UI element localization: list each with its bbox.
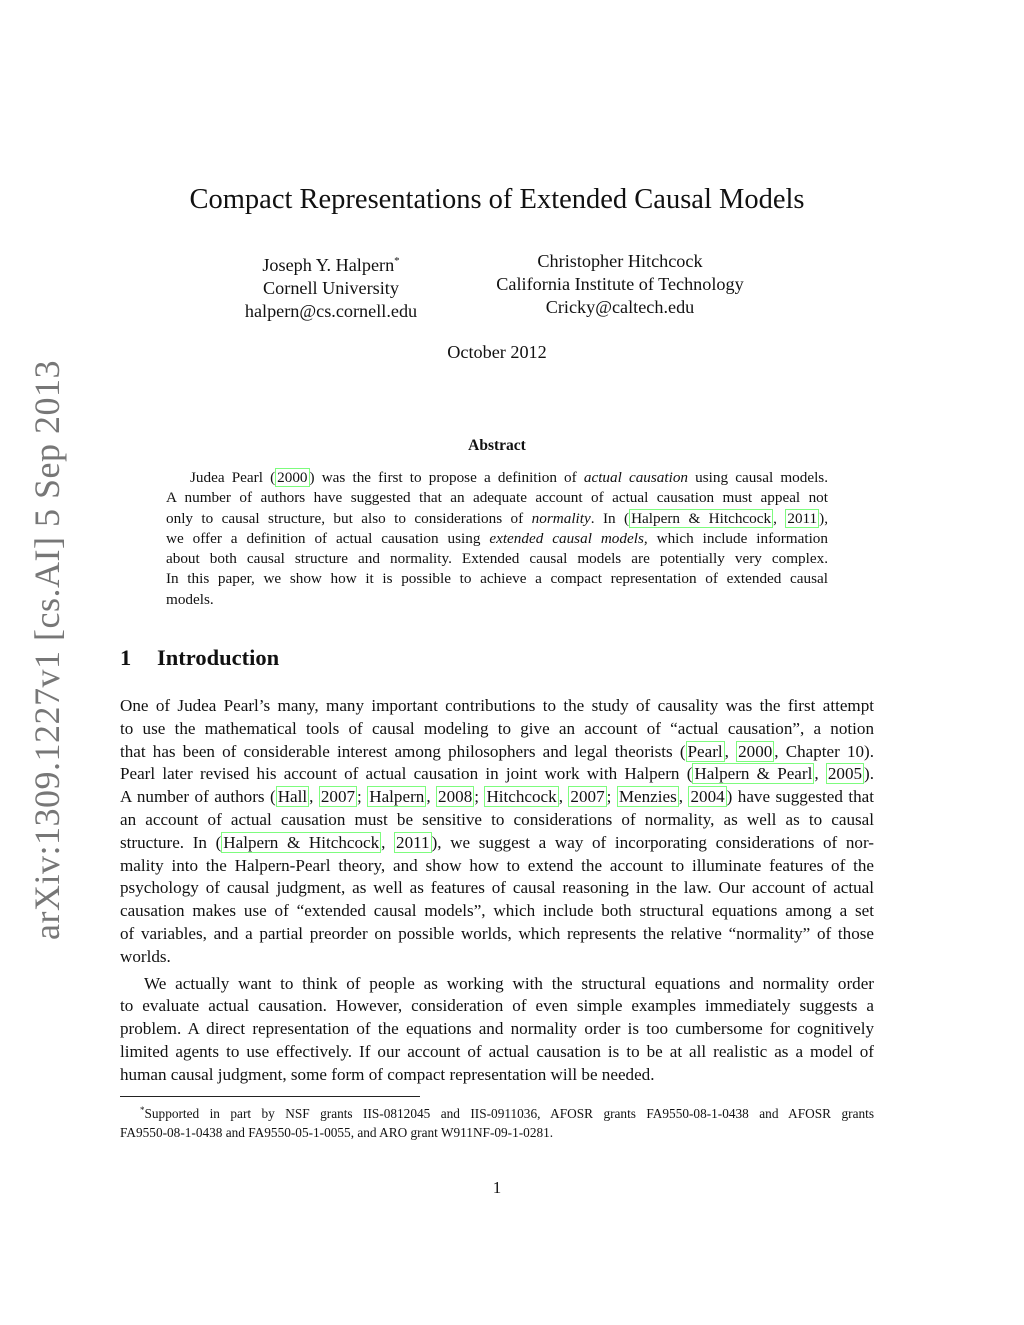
- citation-link[interactable]: 2011: [787, 509, 818, 527]
- page-number: 1: [492, 1178, 502, 1197]
- text-line: *Supported in part by NSF grants IIS-0812045 and IIS-0911036, AFOSR grants FA9550-08-1-0438 and AFOSR grants: [140, 1105, 874, 1121]
- text-line: that has been of considerable interest among philosophers and legal theorists ( Pearl , 2000 , Chapter 10).: [120, 741, 875, 761]
- footnote: [120, 1101, 874, 1143]
- author-block-2: [470, 250, 770, 320]
- italic-term: extended causal models: [489, 529, 644, 547]
- section-title: Introduction: [157, 645, 280, 670]
- paragraph: [120, 695, 874, 969]
- body-text: [120, 695, 874, 1087]
- text-line: worlds.: [120, 946, 171, 966]
- text-line: A number of authors have suggested that an adequate account of actual causation must appeal not: [166, 489, 828, 507]
- citation-link[interactable]: Halpern & Pearl: [694, 764, 813, 784]
- text-line: human causal judgment, some form of compact representation will be needed.: [120, 1064, 655, 1084]
- author-email: Cricky@caltech.edu: [545, 297, 695, 318]
- text-line: mality into the Halpern-Pearl theory, and show how to extend the account to illuminate features of the: [120, 855, 874, 875]
- text-line: limited agents to use effectively. If our account of actual causation is to be at all realistic as a model of: [120, 1041, 874, 1061]
- citation-link[interactable]: Hitchcock: [486, 787, 557, 807]
- paragraph: [120, 973, 874, 1087]
- abstract-body: [166, 468, 828, 610]
- italic-term: normality: [531, 509, 591, 527]
- text-line: FA9550-08-1-0438 and FA9550-05-1-0055, and ARO grant W911NF-09-1-0281.: [120, 1124, 554, 1140]
- text-line: only to causal structure, but also to considerations of normality. In ( Halpern & Hitchcock , 2011 ),: [166, 509, 829, 527]
- italic-term: actual causation: [583, 469, 689, 486]
- text-line: One of Judea Pearl’s many, many important contributions to the study of causality was the first attempt: [120, 696, 874, 715]
- section-heading: [120, 645, 279, 671]
- text-line: structure. In ( Halpern & Hitchcock , 2011 ), we suggest a way of incorporating considerations of nor-: [120, 832, 874, 852]
- citation-link[interactable]: 2007: [570, 787, 605, 807]
- text-line: Judea Pearl ( 2000 ) was the first to propose a definition of actual causation using causal models.: [190, 469, 828, 486]
- citation-link[interactable]: 2000: [738, 741, 773, 761]
- author-name: Christopher Hitchcock: [537, 251, 703, 271]
- abstract-heading: Abstract: [468, 437, 526, 454]
- author-block-1: [200, 250, 462, 324]
- text-line: In this paper, we show how it is possible to achieve a compact representation of extended causal: [166, 570, 828, 588]
- text-line: to evaluate actual causation. However, consideration of even simple examples immediately suggests a: [120, 996, 874, 1016]
- text-line: an account of actual causation must be sensitive to considerations of normality, as well as to causal: [120, 809, 874, 829]
- text-line: causation makes use of “extended causal models”, which include both structural equations among a set: [120, 901, 874, 921]
- citation-link[interactable]: Halpern & Hitchcock: [631, 509, 772, 527]
- citation-link[interactable]: Halpern: [369, 787, 425, 807]
- citation-link[interactable]: 2007: [320, 787, 356, 807]
- text-line: psychology of causal judgment, as well as features of causal reasoning in the law. Our account of actual: [120, 878, 874, 898]
- text-line: of variables, and a partial preorder on possible worlds, which represents the relative “normality” of those: [120, 923, 874, 943]
- text-line: A number of authors ( Hall , 2007 ; Halpern , 2008 ; Hitchcock , 2007 ; Menzies , 2004 ) have suggested that: [120, 787, 875, 807]
- citation-link[interactable]: 2004: [690, 787, 725, 807]
- citation-link[interactable]: Menzies: [618, 787, 677, 807]
- text-line: problem. A direct representation of the equations and normality order is too cumbersome for cognitively: [120, 1019, 874, 1039]
- citation-link[interactable]: 2000: [277, 469, 308, 486]
- author-email: halpern@cs.cornell.edu: [244, 301, 418, 322]
- footnote-divider: [120, 1096, 420, 1097]
- text-line: to use the mathematical tools of causal modeling to give an account of “actual causation”, a notion: [120, 718, 874, 738]
- text-line: Pearl later revised his account of actual causation in joint work with Halpern ( Halpern & Pearl , 2005 ).: [120, 764, 874, 784]
- arxiv-identifier-text: arXiv:1309.1227v1 [cs.AI] 5 Sep 2013: [27, 360, 67, 940]
- citation-link[interactable]: Pearl: [687, 741, 723, 761]
- paper-title: Compact Representations of Extended Causal Models: [189, 184, 805, 215]
- text-line: models.: [166, 590, 214, 608]
- citation-link[interactable]: Halpern & Hitchcock: [223, 832, 380, 852]
- author-footnote-mark: *: [394, 255, 400, 267]
- citation-link[interactable]: 2008: [438, 787, 473, 807]
- citation-link[interactable]: Hall: [277, 787, 308, 807]
- footnote-mark: *: [140, 1105, 145, 1115]
- section-number: 1: [120, 645, 132, 670]
- citation-link[interactable]: 2005: [827, 764, 863, 784]
- author-affiliation: California Institute of Technology: [496, 274, 744, 295]
- author-affiliation: Cornell University: [263, 278, 399, 299]
- text-line: we offer a definition of actual causation using extended causal models, which include information: [166, 529, 828, 547]
- paper-date: October 2012: [447, 342, 547, 362]
- citation-link[interactable]: 2011: [396, 832, 430, 852]
- author-name: Joseph Y. Halpern*: [262, 255, 400, 276]
- text-line: We actually want to think of people as working with the structural equations and normality order: [144, 973, 874, 993]
- text-line: about both causal structure and normality. Extended causal models are potentially very complex.: [166, 550, 828, 568]
